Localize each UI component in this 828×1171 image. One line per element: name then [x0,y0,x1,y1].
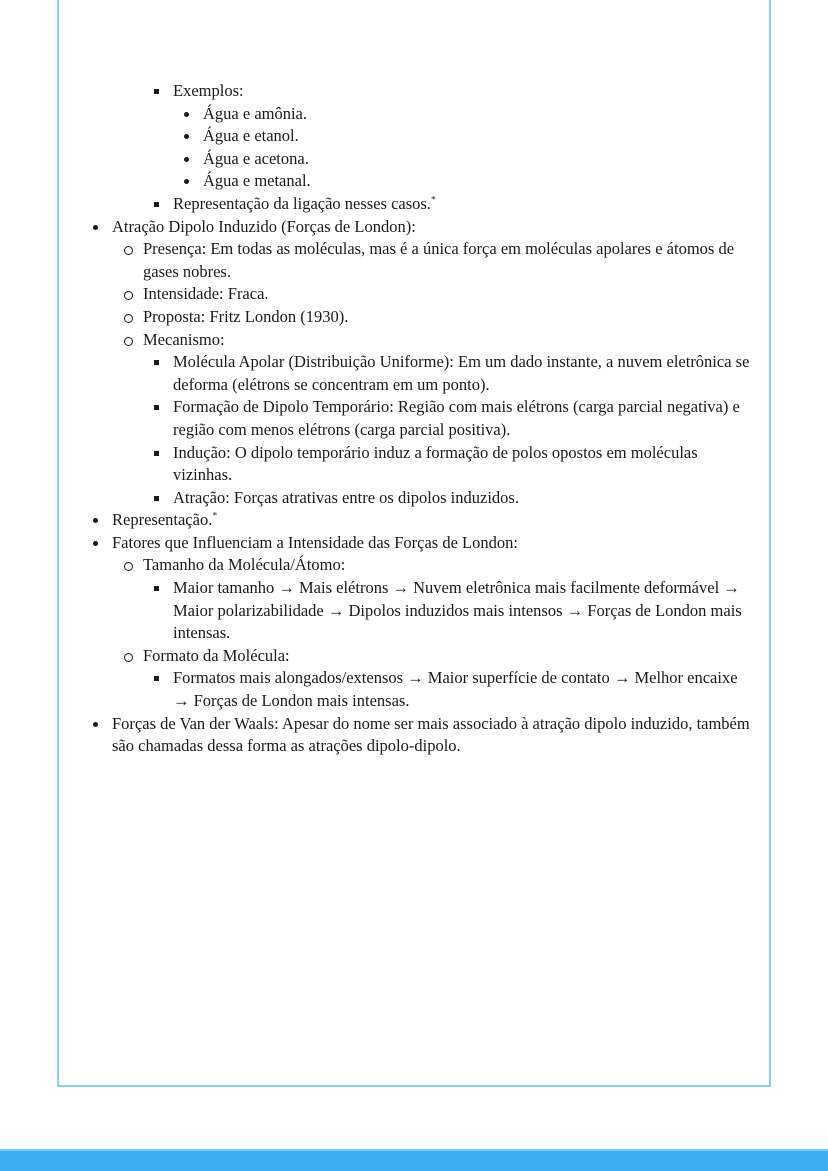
list-item-body [173,487,755,510]
list-item [92,532,755,555]
list-item-body [143,238,755,283]
list-item-text: Formatos mais alongados/extensos → Maior superfície de contato → Melhor encaixe → Forças de London mais intensas. [173,668,738,711]
list-item-text: Representação da ligação nesses casos. [173,193,431,213]
bullet-square-icon [153,667,173,690]
list-item-text: Tamanho da Molécula/Átomo: [143,555,346,575]
bullet-circle-icon [123,329,143,352]
list-item-text: Maior tamanho → Mais elétrons → Nuvem eletrônica mais facilmente deformável → Maior polarizabilidade → Dipolos induzidos mais intensos → Forças de London mais intensas. [173,578,742,643]
bullet-circle-icon [123,238,143,261]
list-item [153,193,755,216]
list-item-text: Molécula Apolar (Distribuição Uniforme): Em um dado instante, a nuvem eletrônica se deforma (elétrons se concentram em um ponto). [173,352,750,394]
list-item [183,103,755,126]
list-item-body [173,351,755,396]
list-item [92,713,755,758]
list-item-text: Água e amônia. [203,103,308,123]
list-item-text: Atração: Forças atrativas entre os dipolos induzidos. [173,487,519,507]
bullet-circle-icon [123,306,143,329]
list-item-text: Representação. [112,510,213,530]
bullet-disc-icon [92,216,112,239]
bullet-square-icon [153,442,173,465]
bullet-circle-icon [123,645,143,668]
list-item-body [173,80,755,103]
list-item [183,125,755,148]
list-item [153,351,755,396]
list-item-text: Intensidade: Fraca. [143,284,269,304]
list-item-body [112,216,755,239]
list-item-body [143,554,755,577]
list-item-body [173,193,755,216]
bullet-disc-icon [92,532,112,555]
list-item-body [203,125,755,148]
list-item [92,216,755,239]
list-item-body [203,170,755,193]
list-item [123,283,755,306]
bullet-circle-icon [123,554,143,577]
list-item-body [143,283,755,306]
list-item [153,396,755,441]
list-item [153,80,755,103]
list-item [123,329,755,352]
list-item-body [143,306,755,329]
list-item-body [173,396,755,441]
list-item [183,170,755,193]
bullet-square-icon [153,396,173,419]
list-item-text: Presença: Em todas as moléculas, mas é a única força em moléculas apolares e átomos de gases nobres. [143,239,735,281]
document-body [59,0,769,758]
list-item [153,487,755,510]
list-item [153,577,755,645]
list-item-text: Indução: O dipolo temporário induz a formação de polos opostos em moléculas vizinhas. [173,442,698,485]
list-item-text: Atração Dipolo Induzido (Forças de London): [112,216,416,236]
list-item-text: Água e metanal. [203,171,311,191]
list-item-text: Formação de Dipolo Temporário: Região com mais elétrons (carga parcial negativa) e região com menos elétrons (carga parcial positiva). [173,397,740,439]
page-frame [57,0,771,1087]
list-item [92,509,755,532]
list-item-text: Formato da Molécula: [143,645,290,665]
bullet-square-icon [153,351,173,374]
bullet-square-icon [153,193,173,216]
bullet-disc-icon [183,103,203,126]
footnote-asterisk: * [212,510,218,522]
list-item-body [203,148,755,171]
list-item-text: Forças de Van der Waals: Apesar do nome ser mais associado à atração dipolo induzido, também são chamadas dessa forma as atrações dipolo-dipolo. [112,713,750,756]
list-item [123,306,755,329]
list-item-text: Água e etanol. [203,126,299,146]
list-item-body [143,329,755,352]
bullet-disc-icon [92,509,112,532]
bullet-square-icon [153,487,173,510]
list-item [123,554,755,577]
list-item [183,148,755,171]
bullet-disc-icon [183,148,203,171]
bullet-disc-icon [92,713,112,736]
list-item-body [173,667,755,712]
list-item-body [112,532,755,555]
list-item-text: Fatores que Influenciam a Intensidade das Forças de London: [112,532,518,552]
list-item-text: Proposta: Fritz London (1930). [143,306,349,326]
list-item-text: Mecanismo: [143,329,225,349]
bullet-square-icon [153,577,173,600]
bullet-disc-icon [183,170,203,193]
list-item [123,645,755,668]
list-item-body [173,577,755,645]
list-item [153,667,755,712]
footnote-asterisk: * [430,194,436,206]
list-item-body [173,442,755,487]
list-item-body [112,509,755,532]
list-item-body [143,645,755,668]
list-item-text: Água e acetona. [203,148,309,168]
list-item-body [203,103,755,126]
list-item-text: Exemplos: [173,81,244,100]
bullet-disc-icon [183,125,203,148]
list-item-body [112,713,755,758]
bullet-square-icon [153,80,173,103]
list-item [123,238,755,283]
bullet-circle-icon [123,283,143,306]
list-item [153,442,755,487]
page-separator-bar [0,1149,828,1171]
